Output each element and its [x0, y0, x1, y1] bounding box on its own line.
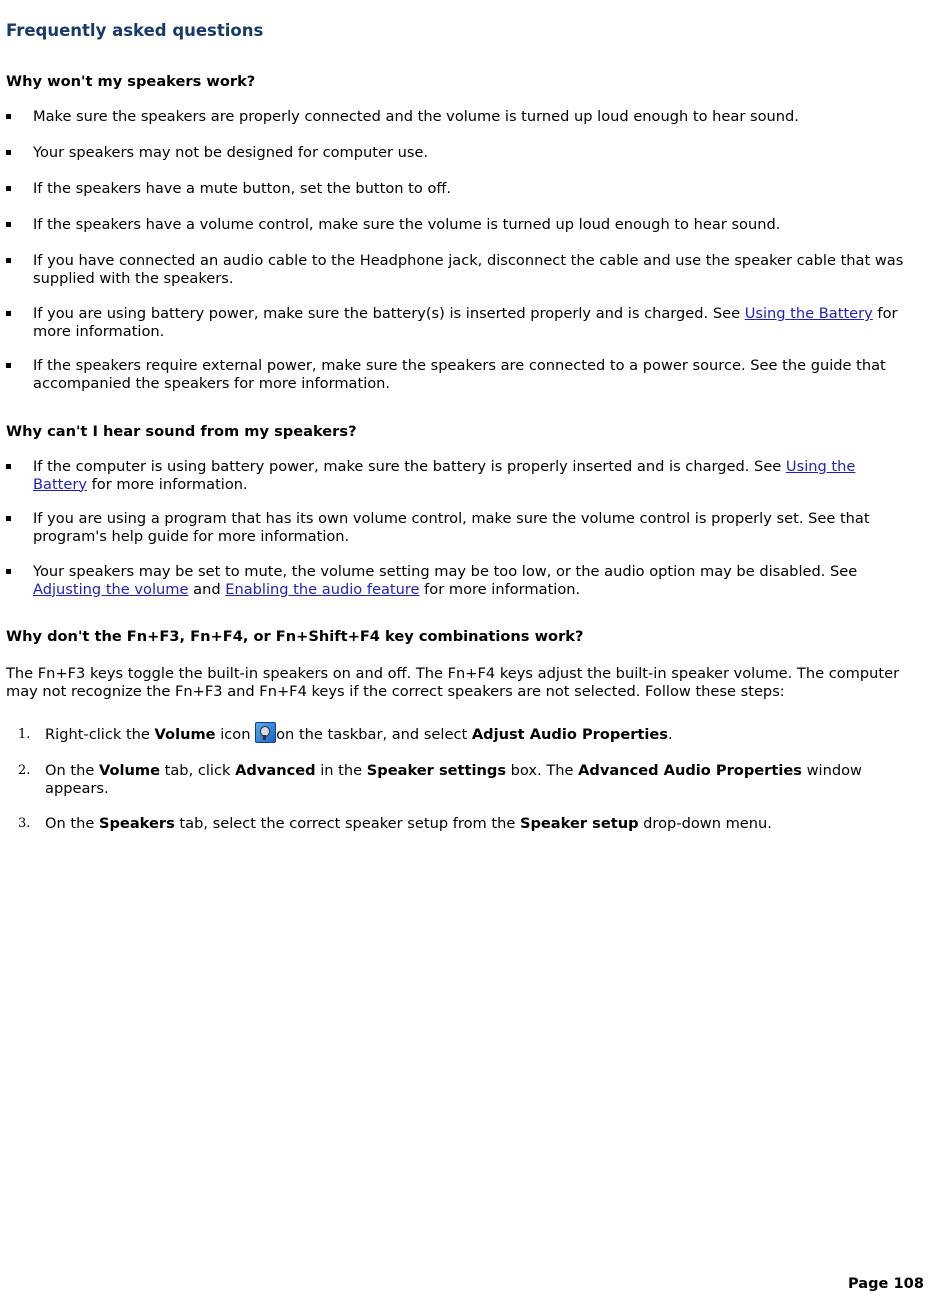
step-number: 2.: [18, 763, 31, 778]
list-item: If the speakers have a mute button, set the button to off.: [6, 180, 906, 198]
bullet-icon: [6, 464, 11, 469]
section-heading-hear-sound: Why can't I hear sound from my speakers?: [6, 423, 357, 440]
bullet-icon: [6, 114, 11, 119]
intro-paragraph: The Fn+F3 keys toggle the built-in speakers on and off. The Fn+F4 keys adjust the built-in speaker volume. The computer may not recognize the Fn+F3 and Fn+F4 keys if the correct speakers are not selected. Follow these steps:: [6, 665, 900, 700]
step-item: 2. On the Volume tab, click Advanced in the Speaker settings box. The Advanced Audio Properties window appears.: [18, 762, 862, 797]
bullet-icon: [6, 258, 11, 263]
bullet-icon: [6, 186, 11, 191]
section-heading-fn-keys: Why don't the Fn+F3, Fn+F4, or Fn+Shift+F4 key combinations work?: [6, 628, 584, 645]
link-using-the-battery[interactable]: Using the Battery: [744, 305, 873, 322]
list-item: If the speakers require external power, make sure the speakers are connected to a power source. See the guide that accompanied the speakers for more information.: [6, 357, 906, 392]
link-adjusting-the-volume[interactable]: Adjusting the volume: [33, 580, 189, 598]
bullet-icon: [6, 569, 11, 574]
link-enabling-the-audio-feature[interactable]: Enabling the audio feature: [225, 580, 420, 598]
list-item: If you are using battery power, make sure the battery(s) is inserted properly and is charged. See Using the Battery for more information.: [6, 305, 906, 340]
list-item: If you are using a program that has its own volume control, make sure the volume control is properly set. See that program's help guide for more information.: [6, 510, 906, 545]
list-item: If you have connected an audio cable to the Headphone jack, disconnect the cable and use the speaker cable that was supplied with the speakers.: [6, 252, 906, 287]
bullet-icon: [6, 222, 11, 227]
step-item: 3. On the Speakers tab, select the correct speaker setup from the Speaker setup drop-down menu.: [18, 815, 772, 832]
volume-icon: [255, 722, 276, 743]
list-item: Make sure the speakers are properly connected and the volume is turned up loud enough to hear sound.: [6, 108, 906, 126]
list-item: If the computer is using battery power, make sure the battery is properly inserted and is charged. See Using the Battery for more information.: [6, 458, 906, 493]
bullet-icon: [6, 363, 11, 368]
bullet-icon: [6, 150, 11, 155]
step-number: 3.: [18, 816, 31, 831]
bullet-icon: [6, 516, 11, 521]
list-item: Your speakers may not be designed for computer use.: [6, 144, 906, 162]
list-item: Your speakers may be set to mute, the volume setting may be too low, or the audio option may be disabled. See Adjusting the volume and Enabling the audio feature for more information.: [6, 563, 906, 598]
step-number: 1.: [18, 727, 31, 742]
page-number: Page 108: [847, 1275, 924, 1292]
step-item: 1. Right-click the Volume icon on the taskbar, and select Adjust Audio Properties.: [6, 726, 906, 744]
section-heading-speakers-work: Why won't my speakers work?: [6, 73, 256, 90]
link-using-the-battery[interactable]: Using the Battery: [33, 458, 856, 493]
bullet-icon: [6, 311, 11, 316]
page-title: Frequently asked questions: [6, 21, 264, 40]
list-item: If the speakers have a volume control, make sure the volume is turned up loud enough to hear sound.: [6, 216, 906, 234]
